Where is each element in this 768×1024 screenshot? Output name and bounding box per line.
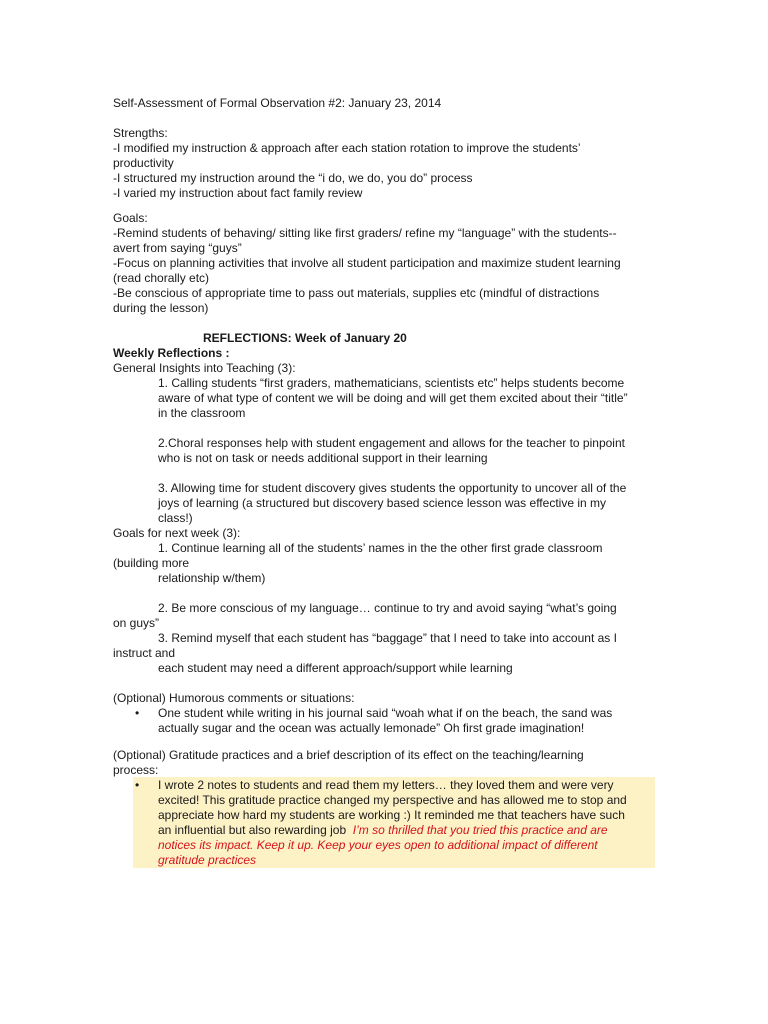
feedback-comment: notices its impact. Keep it up. Keep your eyes open to additional impact of different: [158, 838, 598, 852]
humor-bullet: [113, 706, 653, 736]
gratitude-section: [113, 748, 653, 868]
insight-line: joys of learning (a structured but discovery based science lesson was effective in my: [158, 496, 606, 510]
goals-heading: Goals:: [113, 211, 148, 225]
goal-line: relationship w/them): [158, 571, 266, 585]
insight-item: [113, 436, 653, 466]
next-week-goals-heading: Goals for next week (3):: [113, 526, 241, 540]
gratitude-heading: process:: [113, 763, 159, 777]
insight-line: 3. Allowing time for student discovery gives students the opportunity to uncover all of the: [158, 481, 627, 495]
humor-heading: (Optional) Humorous comments or situations:: [113, 691, 355, 705]
goal-line: 3. Remind myself that each student has “baggage” that I need to take into account as I: [158, 631, 617, 645]
insight-line: who is not on task or needs additional support in their learning: [158, 451, 488, 465]
document-title: [113, 96, 653, 111]
strengths-line: -I modified my instruction & approach after each station rotation to improve the students’: [113, 141, 581, 155]
weekly-reflections-section: [113, 346, 653, 736]
weekly-reflections-heading: Weekly Reflections :: [113, 346, 230, 360]
bullet-line: One student while writing in his journal said “woah what if on the beach, the sand was: [158, 706, 613, 720]
insight-line: class!): [158, 511, 193, 525]
bullet-line: actually sugar and the ocean was actually lemonade” Oh first grade imagination!: [158, 721, 585, 735]
bullet-line: appreciate how hard my students are working :) It reminded me that teachers have such: [158, 808, 625, 822]
goals-line: avert from saying “guys”: [113, 241, 242, 255]
goals-line: -Focus on planning activities that involve all student participation and maximize student learning: [113, 256, 621, 270]
insight-line: 2.Choral responses help with student engagement and allows for the teacher to pinpoint: [158, 436, 625, 450]
title-text: Self-Assessment of Formal Observation #2: January 23, 2014: [113, 96, 442, 110]
strengths-line: -I structured my instruction around the “i do, we do, you do” process: [113, 171, 473, 185]
gratitude-bullet: [113, 778, 653, 868]
strengths-line: -I varied my instruction about fact family review: [113, 186, 363, 200]
insight-line: 1. Calling students “first graders, mathematicians, scientists etc” helps students become: [158, 376, 625, 390]
strengths-section: [113, 126, 653, 201]
insight-line: in the classroom: [158, 406, 246, 420]
goal-line: 1. Continue learning all of the students’ names in the the other first grade classroom: [158, 541, 603, 555]
goal-line: (building more: [113, 556, 190, 570]
insight-line: aware of what type of content we will be doing and will get them excited about their “title”: [158, 391, 628, 405]
goals-line: -Remind students of behaving/ sitting like first graders/ refine my “language” with the students--: [113, 226, 617, 240]
insight-item: [113, 376, 653, 421]
strengths-heading: Strengths:: [113, 126, 168, 140]
goal-line: on guys”: [113, 616, 160, 630]
goals-line: during the lesson): [113, 301, 209, 315]
goals-line: (read chorally etc): [113, 271, 210, 285]
reflections-title: REFLECTIONS: Week of January 20: [203, 331, 407, 345]
gratitude-heading: (Optional) Gratitude practices and a brief description of its effect on the teaching/learning: [113, 748, 584, 762]
goal-item: [113, 601, 653, 631]
goals-line: -Be conscious of appropriate time to pass out materials, supplies etc (mindful of distractions: [113, 286, 600, 300]
feedback-comment: gratitude practices: [158, 853, 257, 867]
goal-item: [113, 541, 653, 586]
bullet-icon: •: [135, 706, 140, 720]
insights-heading: General Insights into Teaching (3):: [113, 361, 296, 375]
goals-section: [113, 211, 653, 316]
bullet-line: excited! This gratitude practice changed my perspective and has allowed me to stop and: [158, 793, 627, 807]
goal-line: instruct and: [113, 646, 176, 660]
goal-line: 2. Be more conscious of my language… continue to try and avoid saying “what’s going: [158, 601, 617, 615]
feedback-comment: I’m so thrilled that you tried this practice and are: [352, 823, 608, 837]
bullet-line: I wrote 2 notes to students and read them my letters… they loved them and were very: [158, 778, 614, 792]
strengths-line: productivity: [113, 156, 174, 170]
goal-line: each student may need a different approach/support while learning: [158, 661, 513, 675]
bullet-icon: •: [135, 778, 140, 792]
bullet-line: an influential but also rewarding job: [158, 823, 353, 837]
insight-item: [113, 481, 653, 526]
goal-item: [113, 631, 653, 676]
